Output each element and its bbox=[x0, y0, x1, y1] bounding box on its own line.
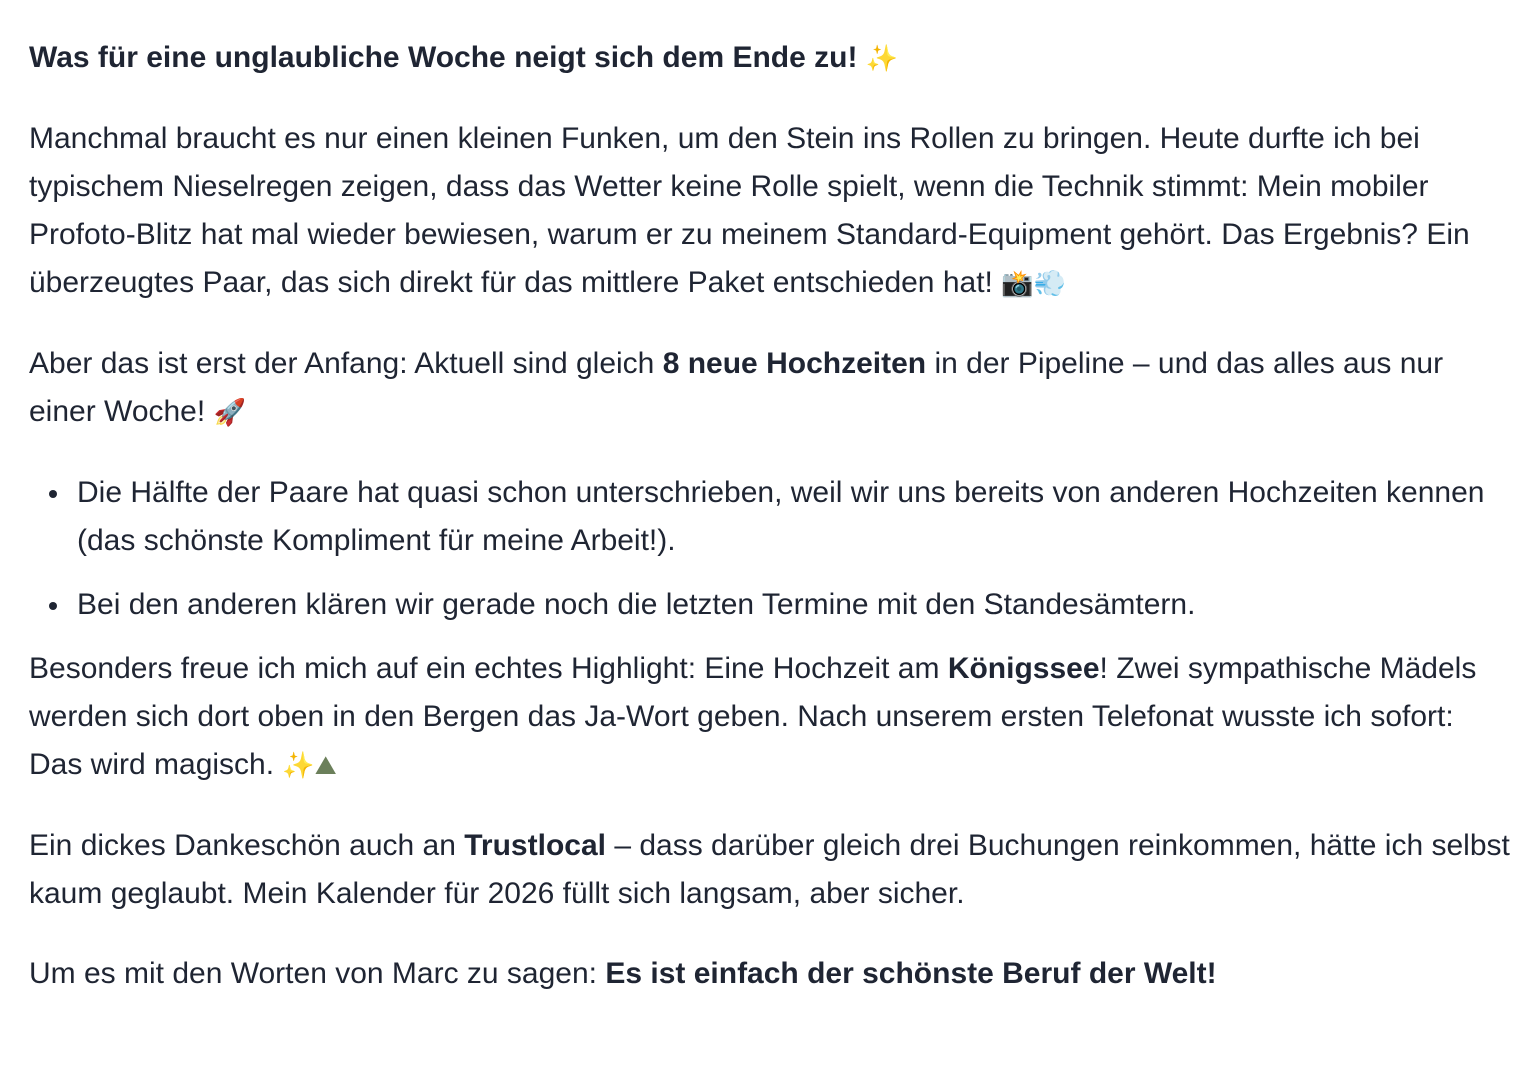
bullet-list bbox=[29, 469, 1510, 629]
dash-wind-icon: 💨 bbox=[1033, 269, 1066, 299]
paragraph-intro bbox=[29, 115, 1510, 308]
pipeline-text-before: Aber das ist erst der Anfang: Aktuell sind gleich bbox=[29, 347, 663, 380]
paragraph-highlight bbox=[29, 645, 1510, 790]
highlight-text-after: ! Zwei sympathische Mädels werden sich dort oben in den Bergen das Ja-Wort geben. Nach unserem ersten Telefonat wusste ich sofort: Das wird magisch. bbox=[29, 652, 1477, 781]
closing-quote: Es ist einfach der schönste Beruf der Welt! bbox=[605, 957, 1217, 990]
camera-flash-icon: 📸 bbox=[1001, 269, 1034, 299]
paragraph-thanks bbox=[29, 822, 1510, 918]
paragraph-intro-text: Manchmal braucht es nur einen kleinen Funken, um den Stein ins Rollen zu bringen. Heute durfte ich bei typischem Nieselregen zeigen, dass das Wetter keine Rolle spielt, wenn die Technik stimmt: Mein mobiler Profoto-Blitz hat mal wieder bewiesen, warum er zu meinem Standard-Equipment gehört. Das Ergebnis? Ein überzeugtes Paar, das sich direkt für das mittlere Paket entschieden hat! bbox=[29, 122, 1470, 299]
highlight-text-before: Besonders freue ich mich auf ein echtes Highlight: Eine Hochzeit am bbox=[29, 652, 948, 685]
thanks-text-before: Ein dickes Dankeschön auch an bbox=[29, 829, 465, 862]
pipeline-highlight: 8 neue Hochzeiten bbox=[662, 347, 927, 380]
list-item: Bei den anderen klären wir gerade noch die letzten Termine mit den Standesämtern. bbox=[77, 581, 1510, 629]
post-headline bbox=[29, 34, 1510, 83]
sparkles-icon: ✨ bbox=[865, 44, 899, 74]
thanks-text-after: – dass darüber gleich drei Buchungen reinkommen, hätte ich selbst kaum geglaubt. Mein Kalender für 2026 füllt sich langsam, aber sicher. bbox=[29, 829, 1510, 910]
mountain-icon: ⛰ bbox=[314, 751, 337, 781]
paragraph-pipeline bbox=[29, 340, 1510, 437]
list-item: Die Hälfte der Paare hat quasi schon unterschrieben, weil wir uns bereits von anderen Hochzeiten kennen (das schönste Kompliment für meine Arbeit!). bbox=[77, 469, 1510, 565]
location-koenigssee: Königssee bbox=[947, 652, 1100, 685]
headline-text: Was für eine unglaubliche Woche neigt sich dem Ende zu! bbox=[29, 41, 858, 74]
closing-text-before: Um es mit den Worten von Marc zu sagen: bbox=[29, 957, 606, 990]
rocket-icon: 🚀 bbox=[213, 398, 246, 428]
pipeline-text-after: in der Pipeline – und das alles aus nur einer Woche! bbox=[29, 347, 1444, 428]
brand-trustlocal: Trustlocal bbox=[464, 829, 606, 862]
sparkles-icon: ✨ bbox=[282, 751, 315, 781]
paragraph-closing bbox=[29, 950, 1510, 998]
